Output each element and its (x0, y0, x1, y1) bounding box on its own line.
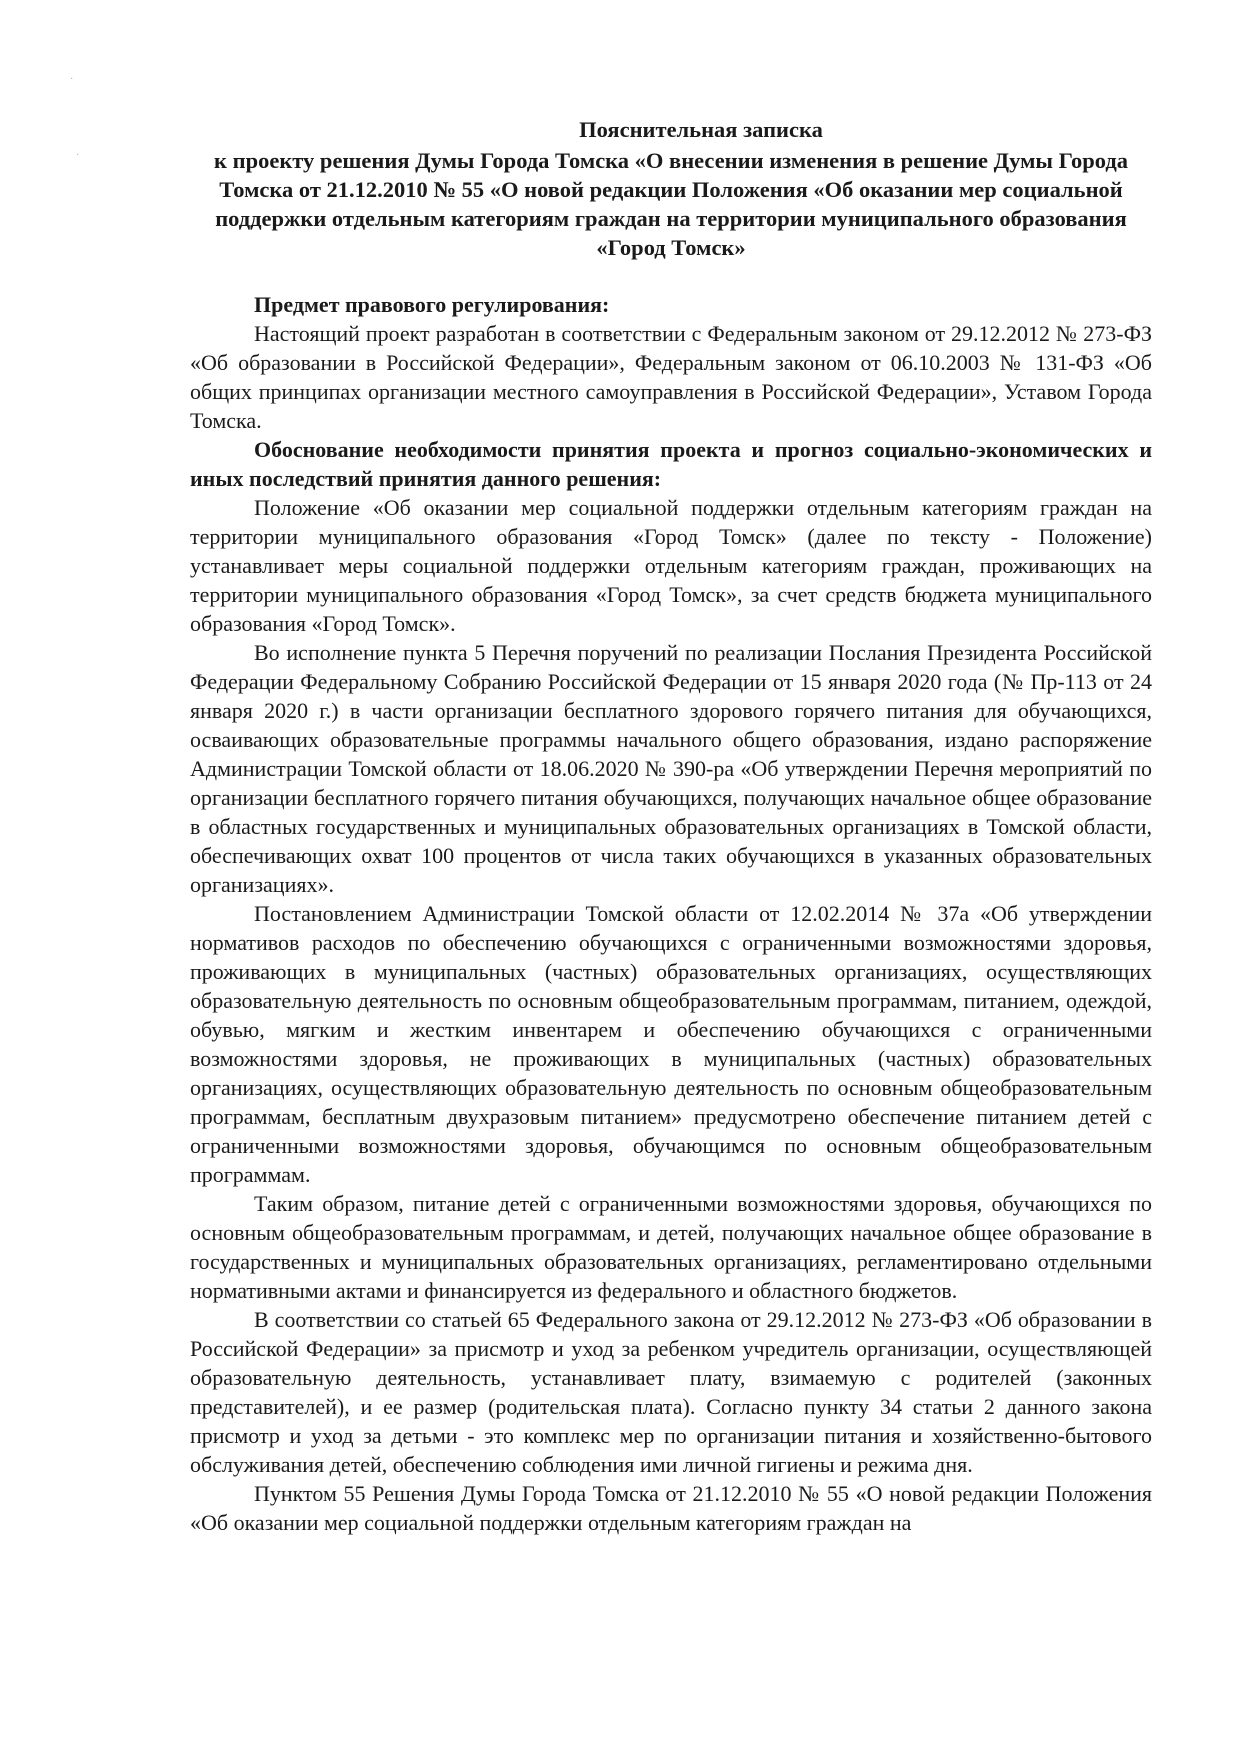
body-paragraph: В соответствии со статьей 65 Федерального закона от 29.12.2012 № 273-ФЗ «Об образовании в Российской Федерации» за присмотр и уход за ребенком учредитель организации, осуществляющей образовательную деятельность, устанавливает плату, взимаемую с родителей (законных представителей), и ее размер (родительская плата). Согласно пункту 34 статьи 2 данного закона присмотр и уход за детьми - это комплекс мер по организации питания и хозяйственно-бытового обслуживания детей, обеспечению соблюдения ими личной гигиены и режима дня. (190, 1307, 1152, 1477)
document-page (190, 116, 1152, 1537)
document-subtitle: к проекту решения Думы Города Томска «О внесении изменения в решение Думы Города Томска от 21.12.2010 № 55 «О новой редакции Положения «Об оказании мер социальной поддержки отдельным категориям граждан на территории муниципального образования «Город Томск» (214, 148, 1128, 260)
scan-speck: · (70, 74, 74, 85)
body-paragraph: Во исполнение пункта 5 Перечня поручений по реализации Послания Президента Российской Федерации Федеральному Собранию Российской Федерации от 15 января 2020 года (№ Пр-113 от 24 января 2020 г.) в части организации бесплатного здорового горячего питания для обучающихся, осваивающих образовательные программы начального общего образования, издано распоряжение Администрации Томской области от 18.06.2020 № 390-ра «Об утверждении Перечня мероприятий по организации бесплатного горячего питания обучающихся, получающих начальное общее образование в областных государственных и муниципальных образовательных организациях в Томской области, обеспечивающих охват 100 процентов от числа таких обучающихся в указанных образовательных организациях». (190, 640, 1152, 897)
document-title: Пояснительная записка (579, 117, 823, 142)
section-heading-subject: Предмет правового регулирования: (254, 292, 610, 317)
body-paragraph: Пунктом 55 Решения Думы Города Томска от 21.12.2010 № 55 «О новой редакции Положения «Об оказании мер социальной поддержки отдельным категориям граждан на (190, 1481, 1152, 1535)
scan-speck: · (76, 150, 80, 161)
body-paragraph: Постановлением Администрации Томской области от 12.02.2014 № 37а «Об утверждении нормативов расходов по обеспечению обучающихся с ограниченными возможностями здоровья, проживающих в муниципальных (частных) образовательных организациях, осуществляющих образовательную деятельность по основным общеобразовательным программам, питанием, одеждой, обувью, мягким и жестким инвентарем и обеспечению обучающихся с ограниченными возможностями здоровья, не проживающих в муниципальных (частных) образовательных организациях, осуществляющих образовательную деятельность по основным общеобразовательным программам, бесплатным двухразовым питанием» предусмотрено обеспечение питанием детей с ограниченными возможностями здоровья, обучающимся по основным общеобразовательным программам. (190, 901, 1152, 1187)
section-heading-rationale: Обоснование необходимости принятия проекта и прогноз социально-экономических и иных последствий принятия данного решения: (190, 437, 1152, 491)
body-paragraph: Таким образом, питание детей с ограниченными возможностями здоровья, обучающихся по основным общеобразовательным программам, и детей, получающих начальное общее образование в государственных и муниципальных образовательных организациях, регламентировано отдельными нормативными актами и финансируется из федерального и областного бюджетов. (190, 1191, 1152, 1303)
paragraph-legal-basis: Настоящий проект разработан в соответствии с Федеральным законом от 29.12.2012 № 273-ФЗ «Об образовании в Российской Федерации», Федеральным законом от 06.10.2003 № 131-ФЗ «Об общих принципах организации местного самоуправления в Российской Федерации», Уставом Города Томска. (190, 321, 1152, 433)
body-paragraph: Положение «Об оказании мер социальной поддержки отдельным категориям граждан на территории муниципального образования «Город Томск» (далее по тексту - Положение) устанавливает меры социальной поддержки отдельным категориям граждан, проживающих на территории муниципального образования «Город Томск», за счет средств бюджета муниципального образования «Город Томск». (190, 495, 1152, 636)
